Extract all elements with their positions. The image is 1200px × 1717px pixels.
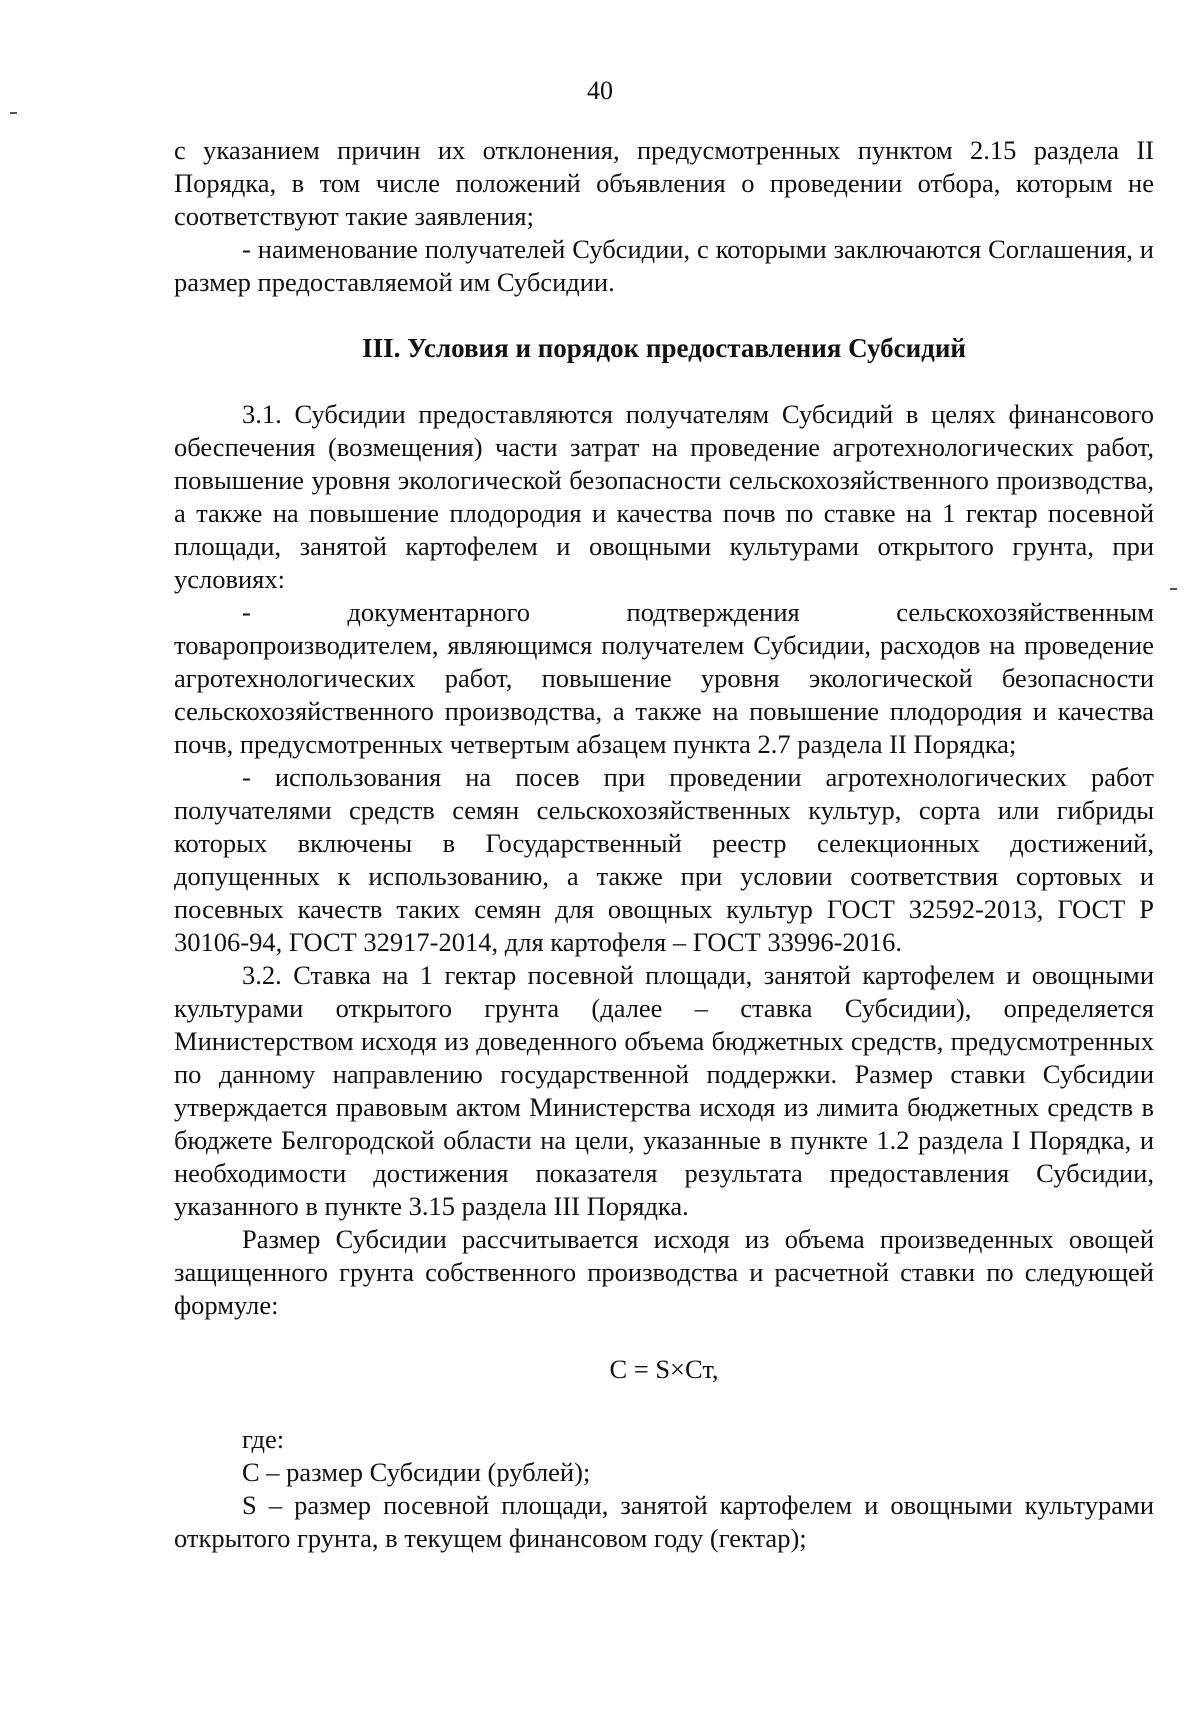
definition-s: S – размер посевной площади, занятой картофелем и овощными культурами открытого грунта, в текущем финансовом году (гектар); (174, 1490, 1154, 1553)
formula: С = S×Ст, (609, 1354, 719, 1384)
document-body (174, 134, 1154, 1555)
paragraph-subsidy-size: Размер Субсидии рассчитывается исходя из объема произведенных овощей защищенного грунта собственного производства и расчетной ставки по следующей формуле: (174, 1224, 1154, 1320)
paragraph-3-2: 3.2. Ставка на 1 гектар посевной площади, занятой картофелем и овощными культурами открытого грунта (далее – ставка Субсидии), определяется Министерством исходя из доведенного объема бюджетных средств, предусмотренных по данному направлению государственной поддержки. Размер ставки Субсидии утверждается правовым актом Министерства исходя из лимита бюджетных средств в бюджете Белгородской области на цели, указанные в пункте 1.2 раздела I Порядка, и необходимости достижения показателя результата предоставления Субсидии, указанного в пункте 3.15 раздела III Порядка. (174, 960, 1154, 1221)
scan-mark (10, 112, 17, 114)
section-heading: III. Условия и порядок предоставления Субсидий (362, 333, 966, 363)
page-number: 40 (587, 76, 613, 105)
paragraph-3-1: 3.1. Субсидии предоставляются получателям Субсидий в целях финансового обеспечения (возмещения) части затрат на проведение агротехнологических работ, повышение уровня экологической безопасности сельскохозяйственного производства, а также на повышение плодородия и качества почв по ставке на 1 гектар посевной площади, занятой картофелем и овощными культурами открытого грунта, при условиях: (174, 399, 1154, 594)
paragraph-recipients: - наименование получателей Субсидии, с которыми заключаются Соглашения, и размер предоставляемой им Субсидии. (174, 234, 1154, 297)
scan-mark (1170, 588, 1177, 590)
paragraph-condition-documentary: - документарного подтверждения сельскохозяйственным товаропроизводителем, являющимся получателем Субсидии, расходов на проведение агротехнологических работ, повышение уровня экологической безопасности сельскохозяйственного производства, а также на повышение плодородия и качества почв, предусмотренных четвертым абзацем пункта 2.7 раздела II Порядка; (174, 597, 1154, 759)
paragraph-continuation: с указанием причин их отклонения, предусмотренных пунктом 2.15 раздела II Порядка, в том числе положений объявления о проведении отбора, которым не соответствуют такие заявления; (174, 135, 1154, 231)
where-label: где: (242, 1424, 285, 1454)
paragraph-condition-seeds: - использования на посев при проведении агротехнологических работ получателями средств семян сельскохозяйственных культур, сорта или гибриды которых включены в Государственный реестр селекционных достижений, допущенных к использованию, а также при условии соответствия сортовых и посевных качеств таких семян для овощных культур ГОСТ 32592-2013, ГОСТ Р 30106-94, ГОСТ 32917-2014, для картофеля – ГОСТ 33996-2016. (174, 762, 1154, 957)
definition-c: С – размер Субсидии (рублей); (242, 1457, 591, 1487)
